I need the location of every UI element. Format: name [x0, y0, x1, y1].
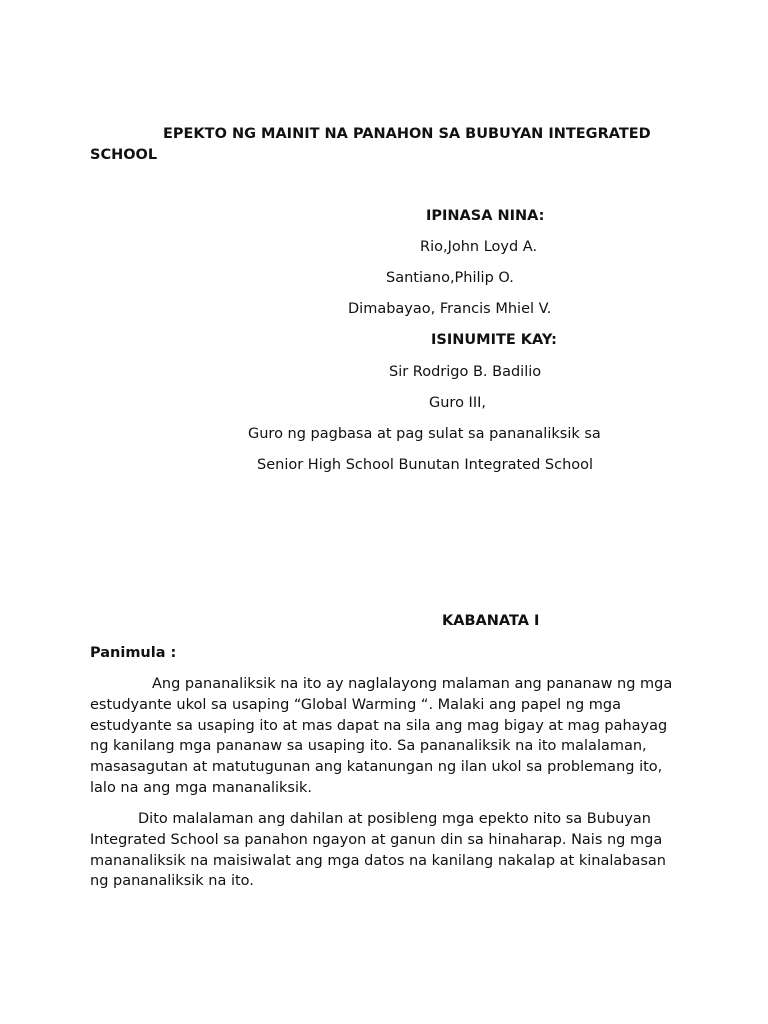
recipient-subject: Guro ng pagbasa at pag sulat sa pananaliksik sa [248, 426, 601, 442]
author-name: Rio,John Loyd A. [420, 239, 538, 255]
author-name: Santiano,Philip O. [386, 270, 514, 286]
recipient-school: Senior High School Bunutan Integrated School [257, 457, 594, 473]
section-heading: Panimula : [90, 645, 177, 661]
recipient-position: Guro III, [429, 395, 486, 411]
recipient-name: Sir Rodrigo B. Badilio [389, 364, 542, 380]
document-title: EPEKTO NG MAINIT NA PANAHON SA BUBUYAN INTEGRATED SCHOOL [90, 126, 651, 163]
body-paragraph: Dito malalaman ang dahilan at posibleng mga epekto nito sa Bubuyan Integrated School sa panahon ngayon at ganun din sa hinaharap. Nais ng mga mananaliksik na maisiwalat ang mga datos na kanilang nakalap at kinalabasan ng pananaliksik na ito. [90, 811, 666, 890]
chapter-heading: KABANATA I [442, 613, 540, 629]
body-paragraph: Ang pananaliksik na ito ay naglalayong malaman ang pananaw ng mga estudyante ukol sa usaping “Global Warming “. Malaki ang papel ng mga estudyante sa usaping ito at mas dapat na sila ang mag bigay at mag pahayag ng kanilang mga pananaw sa usaping ito. Sa pananaliksik na ito malalaman, masasagutan at matutugunan ang katanungan ng ilan ukol sa problemang ito, lalo na ang mga mananaliksik. [90, 676, 673, 796]
submitted-by-label: IPINASA NINA: [426, 208, 545, 224]
submitted-to-label: ISINUMITE KAY: [431, 332, 557, 348]
author-name: Dimabayao, Francis Mhiel V. [348, 301, 552, 317]
